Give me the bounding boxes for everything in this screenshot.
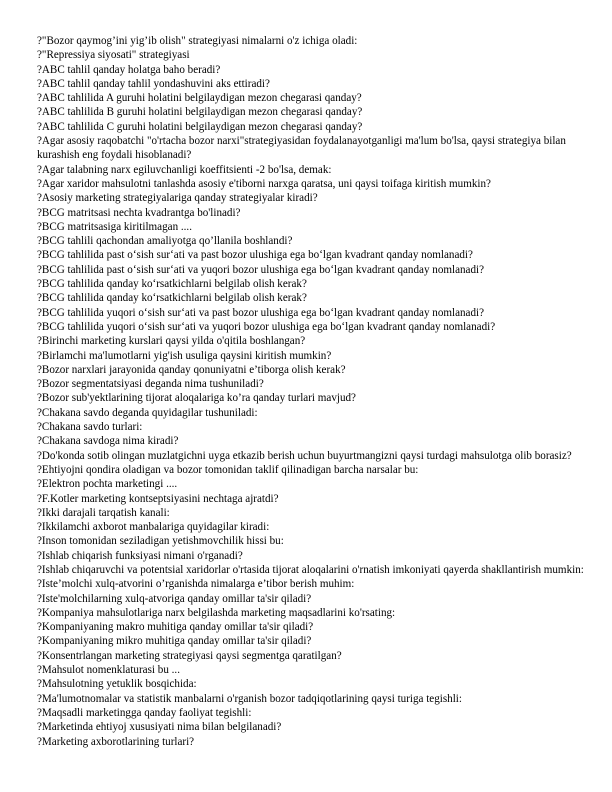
question-line: ?Asosiy marketing strategiyalariga qanday strategiyalar kiradi? <box>37 192 318 205</box>
question-line: ?Ma'lumotnomalar va statistik manbalarni o'rganish bozor tadqiqotlarining qaysi turiga tegishli: <box>37 692 462 705</box>
question-line: ?Agar talabning narx egiluvchanligi koeffitsienti -2 bo'lsa, demak: <box>37 163 332 176</box>
question-line: ?Ishlab chiqaruvchi va potentsial xaridorlar o'rtasida tijorat aloqalarini o'rnatish imkoniyati qayerda shakllantirish mumkin: <box>37 563 584 576</box>
question-line: ?Elektron pochta marketingi .... <box>37 478 178 491</box>
question-line: ?Iste'molchilarning xulq-atvoriga qanday omillar ta'sir qiladi? <box>37 592 312 605</box>
question-line: ?ABC tahlil qanday holatga baho beradi? <box>37 63 221 76</box>
question-line: ?Mahsulotning yetuklik bosqichida: <box>37 678 197 691</box>
question-line: ?Chakana savdoga nima kiradi? <box>37 435 179 448</box>
question-line: ?F.Kotler marketing kontseptsiyasini nechtaga ajratdi? <box>37 492 279 505</box>
question-line: ?Agar xaridor mahsulotni tanlashda asosiy e'tiborni narxga qaratsa, uni qaysi toifaga kiritish mumkin? <box>37 177 491 190</box>
question-line: ?Birinchi marketing kurslari qaysi yilda o'qitila boshlangan? <box>37 335 306 348</box>
question-line: ?BCG tahlili qachondan amaliyotga qo’llanila boshlandi? <box>37 235 293 248</box>
question-line: ?Kompaniyaning mikro muhitiga qanday omillar ta'sir qiladi? <box>37 635 312 648</box>
question-line: ?Ishlab chiqarish funksiyasi nimani o'rganadi? <box>37 549 243 562</box>
question-line: ?Konsentrlangan marketing strategiyasi qaysi segmentga qaratilgan? <box>37 649 342 662</box>
question-line: ?"Repressiya siyosati" strategiyasi <box>37 49 190 62</box>
question-line: ?Ehtiyojni qondira oladigan va bozor tomonidan taklif qilinadigan barcha narsalar bu: <box>37 463 419 476</box>
question-line: ?Maqsadli marketingga qanday faoliyat tegishli: <box>37 706 252 719</box>
question-line: ?Marketinda ehtiyoj xususiyati nima bilan belgilanadi? <box>37 721 282 734</box>
question-line: ?Ikkilamchi axborot manbalariga quyidagilar kiradi: <box>37 521 270 534</box>
document-page <box>37 34 585 749</box>
question-line: ?BCG tahlilida past o‘sish sur‘ati va yuqori bozor ulushiga ega bo‘lgan kvadrant qanday nomlanadi? <box>37 263 485 276</box>
question-line: ?BCG tahlilida yuqori o‘sish sur‘ati va yuqori bozor ulushiga ega bo‘lgan kvadrant qanday nomlanadi? <box>37 320 496 333</box>
question-line: ?Bozor narxlari jarayonida qanday qonuniyatni e’tiborga olish kerak? <box>37 363 346 376</box>
question-line: ?Birlamchi ma'lumotlarni yig'ish usuliga qaysini kiritish mumkin? <box>37 349 332 362</box>
question-line: ?BCG tahlilida past o‘sish sur‘ati va past bozor ulushiga ega bo‘lgan kvadrant qanday nomlanadi? <box>37 249 473 262</box>
question-line: ?Agar asosiy raqobatchi "o'rtacha bozor narxi"strategiyasidan foydalanayotganligi ma'lum bo'lsa, qaysi strategiya bilan kurashish eng foydali hisoblanadi? <box>37 135 566 162</box>
question-line: ?Bozor segmentatsiyasi deganda nima tushuniladi? <box>37 378 264 391</box>
question-line: ?BCG tahlilida qanday ko‘rsatkichlarni belgilab olish kerak? <box>37 292 307 305</box>
question-line: ?Ikki darajali tarqatish kanali: <box>37 506 170 519</box>
question-line: ?"Bozor qaymog’ini yig’ib olish" strategiyasi nimalarni o'z ichiga oladi: <box>37 35 358 47</box>
question-line: ?Inson tomonidan seziladigan yetishmovchilik hissi bu: <box>37 535 284 548</box>
question-line: ?Bozor sub'yektlarining tijorat aloqalariga ko’ra qanday turlari mavjud? <box>37 392 356 405</box>
question-line: ?ABC tahlilida C guruhi holatini belgilaydigan mezon chegarasi qanday? <box>37 120 363 133</box>
question-line: ?BCG tahlilida yuqori o‘sish sur‘ati va past bozor ulushiga ega bo‘lgan kvadrant qanday nomlanadi? <box>37 306 485 319</box>
question-line: ?ABC tahlilida A guruhi holatini belgilaydigan mezon chegarasi qanday? <box>37 92 362 105</box>
question-line: ?Chakana savdo deganda quyidagilar tushuniladi: <box>37 406 258 419</box>
question-line: ?Marketing axborotlarining turlari? <box>37 735 195 748</box>
question-line: ?Kompaniya mahsulotlariga narx belgilashda marketing maqsadlarini ko'rsating: <box>37 606 396 619</box>
question-line: ?Do'konda sotib olingan muzlatgichni uyga etkazib berish uchun buyurtmangizni qaysi turdagi mahsulotga olib borasiz? <box>37 449 572 462</box>
question-line: ?ABC tahlilida B guruhi holatini belgilaydigan mezon chegarasi qanday? <box>37 106 363 119</box>
question-line: ?BCG matritsasiga kiritilmagan .... <box>37 220 192 233</box>
question-line: ?ABC tahlil qanday tahlil yondashuvini aks ettiradi? <box>37 77 270 90</box>
question-line: ?BCG matritsasi nechta kvadrantga bo'linadi? <box>37 206 241 219</box>
question-line: ?BCG tahlilida qanday ko‘rsatkichlarni belgilab olish kerak? <box>37 278 307 291</box>
question-line: ?Chakana savdo turlari: <box>37 421 143 434</box>
question-line: ?Mahsulot nomenklaturasi bu ... <box>37 664 180 677</box>
question-line: ?Iste’molchi xulq-atvorini o’rganishda nimalarga e’tibor berish muhim: <box>37 578 355 591</box>
question-line: ?Kompaniyaning makro muhitiga qanday omillar ta'sir qiladi? <box>37 621 314 634</box>
